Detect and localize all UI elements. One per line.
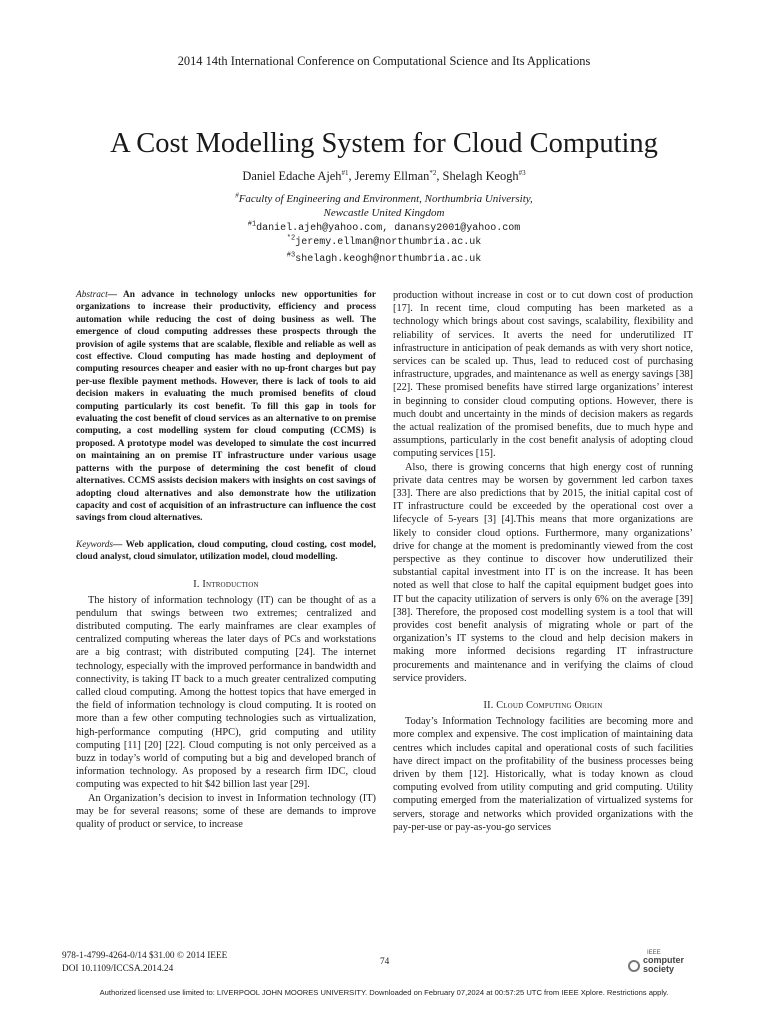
abstract-label: Abstract bbox=[76, 290, 108, 300]
author-list: Daniel Edache Ajeh$^{\#1}$, Jeremy Ellman$^{*2}$, Shelagh Keogh$^{\#3}$ bbox=[242, 168, 526, 183]
author-email bbox=[0, 234, 768, 248]
isbn-line: 978-1-4799-4264-0/14 $31.00 © 2014 IEEE bbox=[62, 951, 228, 961]
keywords bbox=[76, 539, 376, 564]
author-marker: #1 bbox=[341, 168, 349, 177]
email-text: jeremy.ellman@northumbria.ac.uk bbox=[295, 237, 482, 248]
logo-line: society bbox=[643, 963, 675, 974]
body-paragraph: The history of information technology (IT) can be thought of as a pendulum that swings between two extremes; centralized and distributed computing. The early mainframes are clear examples of centralized computing whereas the later days of PCs and workstations are a big contrast; with distributed computing [24]. The internet technology, especially with the improved performance in bandwidth and connectivity, is taking IT back to a much greater centralized computing called cloud computing. Among the hottest topics that have emerged in the field of information technology is cloud computing. It is rooted on more than a few other computing technologies such as virtualization, high-performance computing (HPC), grid computing and utility computing [11] [20] [22]. Cloud computing is not only perceived as a buzz in today’s world of computing but a big and developed branch of information technology. As proposed by a research firm IDC, cloud computing was expected to hit $42 billion last year [29]. bbox=[76, 594, 376, 791]
author-email bbox=[0, 220, 768, 234]
doi-line: DOI 10.1109/ICCSA.2014.24 bbox=[62, 964, 174, 974]
email-marker: #3 bbox=[286, 251, 296, 260]
affiliation bbox=[0, 192, 768, 220]
email-marker: *2 bbox=[286, 234, 296, 243]
author-name: Shelagh Keogh bbox=[442, 169, 519, 183]
body-paragraph: production without increase in cost or to cut down cost of production [17]. In recent time, cloud computing has been marketed as a technology which brings about cost savings, scalability, flexibility and reliability of services. It averts the need for underutilized IT infrastructure in anticipation of peak demands as with very short notice, services can be scaled up. Thus, lead to reduced cost of purchasing infrastructure, upgrades, and maintenance as well as energy savings [38] [22]. These promised benefits have stirred large organizations’ interest in beginning to consider cloud computing options. However, there is much doubt and uncertainty in the minds of decision makers as regards the actual realization of the promised benefits, due to much hype and assumptions, particularly in the cost benefit analysis of adopting cloud computing services [15]. bbox=[393, 290, 693, 460]
paper-title: A Cost Modelling System for Cloud Computing bbox=[110, 128, 658, 159]
body-paragraph: An Organization’s decision to invest in Information technology (IT) may be for several reasons; some of these are demands to improve quality of product or service, to increase bbox=[76, 792, 376, 830]
affiliation-line: Newcastle United Kingdom bbox=[323, 207, 445, 219]
body-paragraph: Today’s Information Technology facilities are becoming more and more complex and expensive. The cost implication of maintaining data centres which includes capital and operational costs of such facilities have direct impact on the profitability of the business processes being driven by them [12]. Historically, what is today known as cloud computing evolved from utility computing and grid computing. Utility computing emerged from the materialization of virtualized systems for servers, storage and networks which provided organizations with the pay-per-use or pay-as-you-go services bbox=[393, 716, 693, 833]
page-number: 74 bbox=[380, 957, 390, 967]
affiliation-line: Faculty of Engineering and Environment, Northumbria University, bbox=[238, 193, 533, 205]
abstract bbox=[76, 289, 376, 525]
logo-line: computer bbox=[643, 955, 685, 965]
section-heading: I. Introduction bbox=[193, 578, 259, 590]
logo-ieee-text: IEEE bbox=[647, 950, 661, 956]
author-name: Jeremy Ellman bbox=[354, 169, 430, 183]
keywords-label: Keywords bbox=[76, 539, 114, 550]
logo-wordmark bbox=[643, 956, 684, 973]
ieee-computer-society-logo bbox=[628, 950, 698, 980]
author-email bbox=[0, 251, 768, 265]
email-text: shelagh.keogh@northumbria.ac.uk bbox=[295, 254, 482, 265]
logo-circle-icon bbox=[628, 960, 640, 972]
conference-header: 2014 14th International Conference on Computational Science and Its Applications bbox=[177, 54, 591, 68]
footer-info bbox=[62, 950, 227, 976]
section-heading: II. Cloud Computing Origin bbox=[483, 700, 603, 712]
license-notice: Authorized licensed use limited to: LIVERPOOL JOHN MOORES UNIVERSITY. Downloaded on February 07,2024 at 00:57:25 UTC from IEEE Xplore. Restrictions apply. bbox=[99, 988, 669, 997]
author-marker: #3 bbox=[518, 168, 526, 177]
author-marker: *2 bbox=[429, 168, 437, 177]
body-paragraph: Also, there is growing concerns that high energy cost of running private data centres may be worsen by government led carbon taxes [33]. There are also predictions that by 2015, the initial capital cost of IT infrastructure could be exceeded by the operational cost over a lifecycle of 5-years [3] [4].This means that more organizations are likely to consider cloud options. Furthermore, many organizations’ drive for change at the moment is predominantly viewed from the cost perspective as they continue to discover how underutilized their substantial capital investment into IT is on the increase. It has been noted as well that close to half the capital equipment budget goes into IT but the capacity utilization of servers is only 6% on the average [39] [38]. Therefore, the proposed cost modelling system is a tool that will provides cost benefit analysis of migrating whole or part of the organization’s IT systems to the cloud and help decision makers in making more informed decisions regarding IT infrastructure procurements and maintenance and in verifying the claims of cloud service providers. bbox=[393, 461, 693, 684]
left-column bbox=[76, 289, 376, 831]
affiliation-marker: # bbox=[235, 191, 239, 200]
abstract-text: — An advance in technology unlocks new opportunities for organizations to increase their productivity, efficiency and process automation while reducing the cost of doing business as well. The emergence of cloud computing addresses these prospects through the provision of agile systems that are scalable, flexible and reliable as well as cost effective. Cloud computing has made hosting and deployment of computing resources cheaper and easier with no up-front charges but pay per-use flexible payment methods. However, there is lack of tools to aid decision makers in evaluating the much promised benefits of cloud computing particularly its cost benefit. To fill this gap in tools for evaluating the cost benefit of cloud services as an alternative to on premise computing, a cost modelling system for cloud computing (CCMS) is proposed. A prototype model was developed to simulate the cost incurred on maintaining an on premise IT infrastructure under various usage patterns with the purpose of determining the cost benefit of cloud alternatives. CCMS assists decision makers with insights on cost savings of adopting cloud alternatives and also demonstrate how the utilization capacity and cost of acquisition of an infrastructure can influence the cost savings from cloud alternatives. bbox=[76, 290, 376, 524]
author-name: Daniel Edache Ajeh bbox=[242, 169, 342, 183]
right-column bbox=[393, 289, 693, 834]
email-text: daniel.ajeh@yahoo.com, danansy2001@yahoo.com bbox=[256, 223, 521, 234]
email-marker: #1 bbox=[247, 220, 257, 229]
keywords-text: — Web application, cloud computing, cloud costing, cost model, cloud analyst, cloud simulator, utilization model, cloud modelling. bbox=[76, 539, 376, 563]
